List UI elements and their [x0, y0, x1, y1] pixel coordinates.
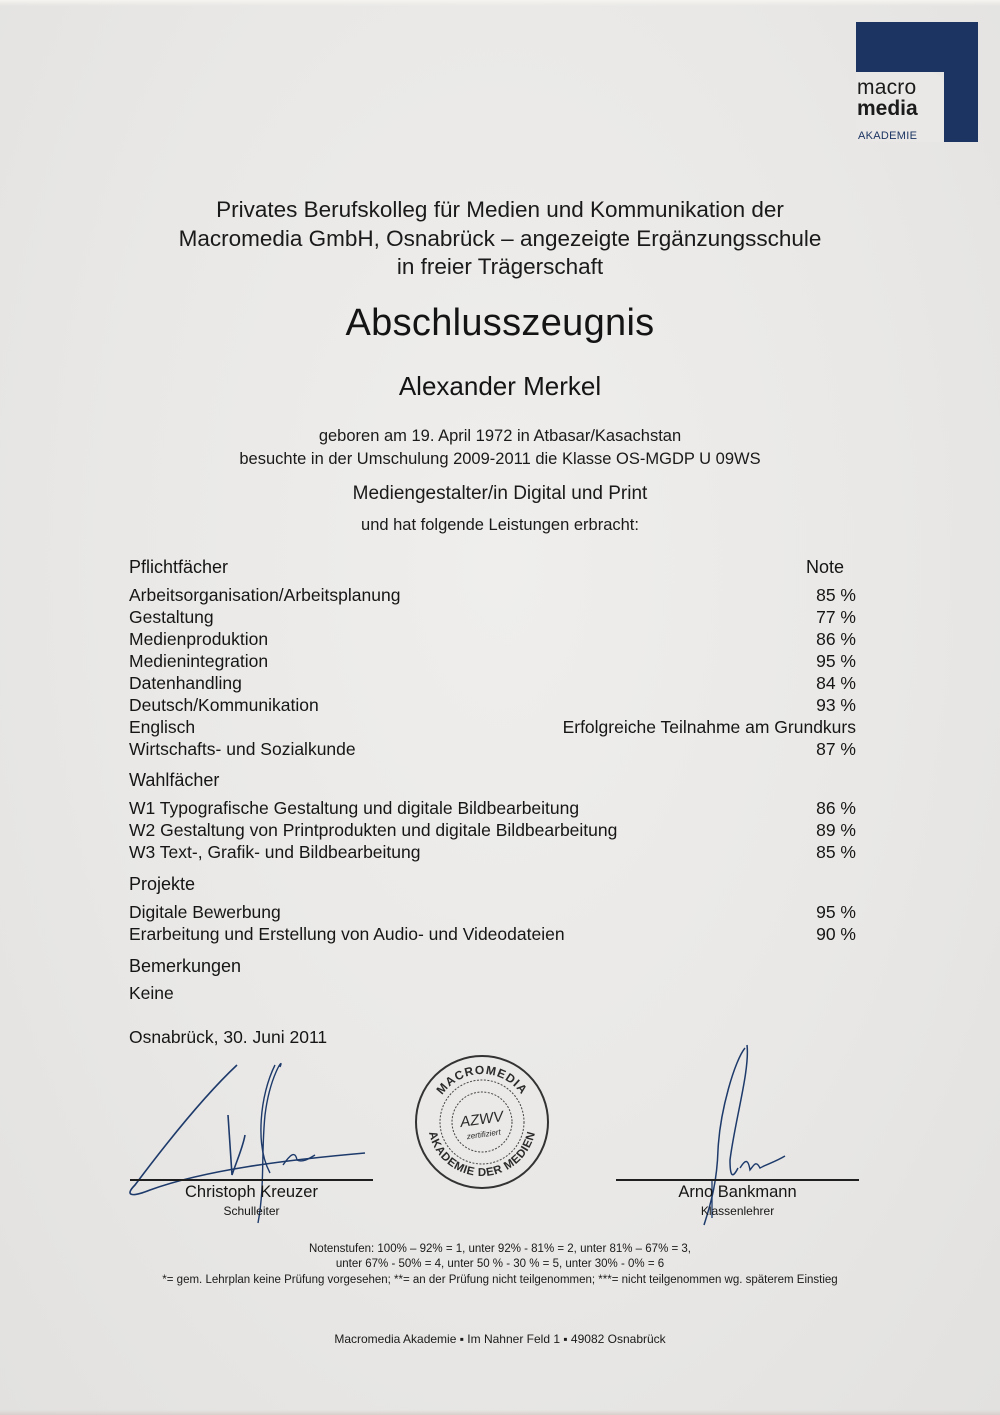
subject-name: W2 Gestaltung von Printprodukten und digitale Bildbearbeitung	[129, 820, 618, 840]
macromedia-logo	[856, 22, 978, 142]
subject-name: Erarbeitung und Erstellung von Audio- und Videodateien	[129, 924, 565, 944]
paper-top-edge	[0, 0, 1000, 6]
signature-line-teacher	[616, 1179, 859, 1181]
section-title-pflichtfaecher: Pflichtfächer	[129, 557, 229, 577]
program-name: Mediengestalter/in Digital und Print	[352, 483, 648, 504]
grade-row	[129, 923, 856, 945]
subject-grade: 84 %	[816, 673, 856, 693]
stamp-text-main: AZWV	[459, 1108, 505, 1131]
subject-name: Medienproduktion	[129, 629, 269, 649]
section-title-projekte: Projekte	[129, 874, 196, 894]
grade-row	[129, 650, 856, 672]
section-title-wahlfaecher: Wahlfächer	[129, 770, 220, 790]
institution-line: in freier Trägerschaft	[396, 254, 604, 279]
subject-grade: 93 %	[816, 695, 856, 715]
akademie-stamp-icon	[412, 1052, 552, 1192]
stamp-text-bottom: AKADEMIE DER MEDIEN	[425, 1130, 539, 1180]
teacher-role: Klassenlehrer	[700, 1204, 775, 1218]
subject-name: Englisch	[129, 717, 196, 737]
grade-scale-line-2: unter 67% - 50% = 4, unter 50 % - 30 % = 5, unter 30% - 0% = 6	[335, 1258, 665, 1270]
subject-name: Medienintegration	[129, 651, 269, 671]
grade-row	[129, 797, 856, 819]
subject-name: Datenhandling	[129, 673, 242, 693]
place-and-date: Osnabrück, 30. Juni 2011	[129, 1027, 328, 1047]
institution-line: Macromedia GmbH, Osnabrück – angezeigte Ergänzungsschule	[178, 225, 822, 251]
logo-bar-right	[944, 22, 978, 142]
grade-row	[129, 738, 856, 760]
grade-row	[129, 628, 856, 650]
class-info: besuchte in der Umschulung 2009-2011 die Klasse OS-MGDP U 09WS	[239, 450, 761, 468]
subject-grade: 90 %	[816, 924, 856, 944]
signature-line-principal	[130, 1179, 373, 1181]
subject-grade: 95 %	[816, 902, 856, 922]
grade-row	[129, 819, 856, 841]
subject-name: Arbeitsorganisation/Arbeitsplanung	[129, 585, 401, 605]
subject-grade: Erfolgreiche Teilnahme am Grundkurs	[562, 717, 856, 737]
subject-grade: 86 %	[816, 629, 856, 649]
remarks-text: Keine	[129, 983, 174, 1003]
grade-row	[129, 716, 856, 738]
footnote-legend: *= gem. Lehrplan keine Prüfung vorgesehen; **= an der Prüfung nicht teilgenommen; ***= nicht teilgenommen wg. späterem Einstieg	[162, 1274, 838, 1286]
grade-row	[129, 606, 856, 628]
teacher-name: Arno Bankmann	[678, 1183, 797, 1201]
grade-row	[129, 901, 856, 923]
subject-grade: 85 %	[816, 585, 856, 605]
subject-grade: 86 %	[816, 798, 856, 818]
subject-grade: 95 %	[816, 651, 856, 671]
principal-name: Christoph Kreuzer	[185, 1183, 318, 1201]
logo-text-akademie: AKADEMIE	[858, 130, 918, 142]
performance-intro: und hat folgende Leistungen erbracht:	[361, 516, 639, 534]
logo-text-media: media	[857, 97, 918, 120]
grade-row	[129, 672, 856, 694]
grade-row	[129, 584, 856, 606]
paper-bottom-edge	[0, 1410, 1000, 1415]
institution-header	[0, 196, 1000, 282]
birth-info: geboren am 19. April 1972 in Atbasar/Kasachstan	[318, 427, 682, 445]
grade-scale-line-1: Notenstufen: 100% – 92% = 1, unter 92% - 81% = 2, unter 81% – 67% = 3,	[309, 1243, 691, 1255]
subject-grade: 89 %	[816, 820, 856, 840]
subject-name: Digitale Bewerbung	[129, 902, 281, 922]
grade-row	[129, 841, 856, 863]
subject-grade: 77 %	[816, 607, 856, 627]
subject-name: Wirtschafts- und Sozialkunde	[129, 739, 356, 759]
stamp-text-top: MACROMEDIA	[433, 1062, 531, 1098]
institution-line: Privates Berufskolleg für Medien und Kommunikation der	[216, 197, 784, 222]
subject-grade: 85 %	[816, 842, 856, 862]
principal-role: Schulleiter	[223, 1204, 280, 1218]
grade-row	[129, 694, 856, 716]
subject-name: Gestaltung	[129, 607, 214, 627]
subject-name: W3 Text-, Grafik- und Bildbearbeitung	[129, 842, 421, 862]
document-title: Abschlusszeugnis	[345, 302, 655, 344]
stamp-text-sub: zertifiziert	[466, 1127, 502, 1142]
subject-name: W1 Typografische Gestaltung und digitale Bildbearbeitung	[129, 798, 580, 818]
school-address: Macromedia Akademie ▪ Im Nahner Feld 1 ▪ 49082 Osnabrück	[334, 1332, 666, 1346]
grade-column-header: Note	[805, 557, 844, 577]
subject-name: Deutsch/Kommunikation	[129, 695, 319, 715]
student-name: Alexander Merkel	[398, 371, 602, 401]
subject-grade: 87 %	[816, 739, 856, 759]
section-title-bemerkungen: Bemerkungen	[129, 956, 242, 976]
logo-text-macro: macro	[857, 76, 917, 99]
